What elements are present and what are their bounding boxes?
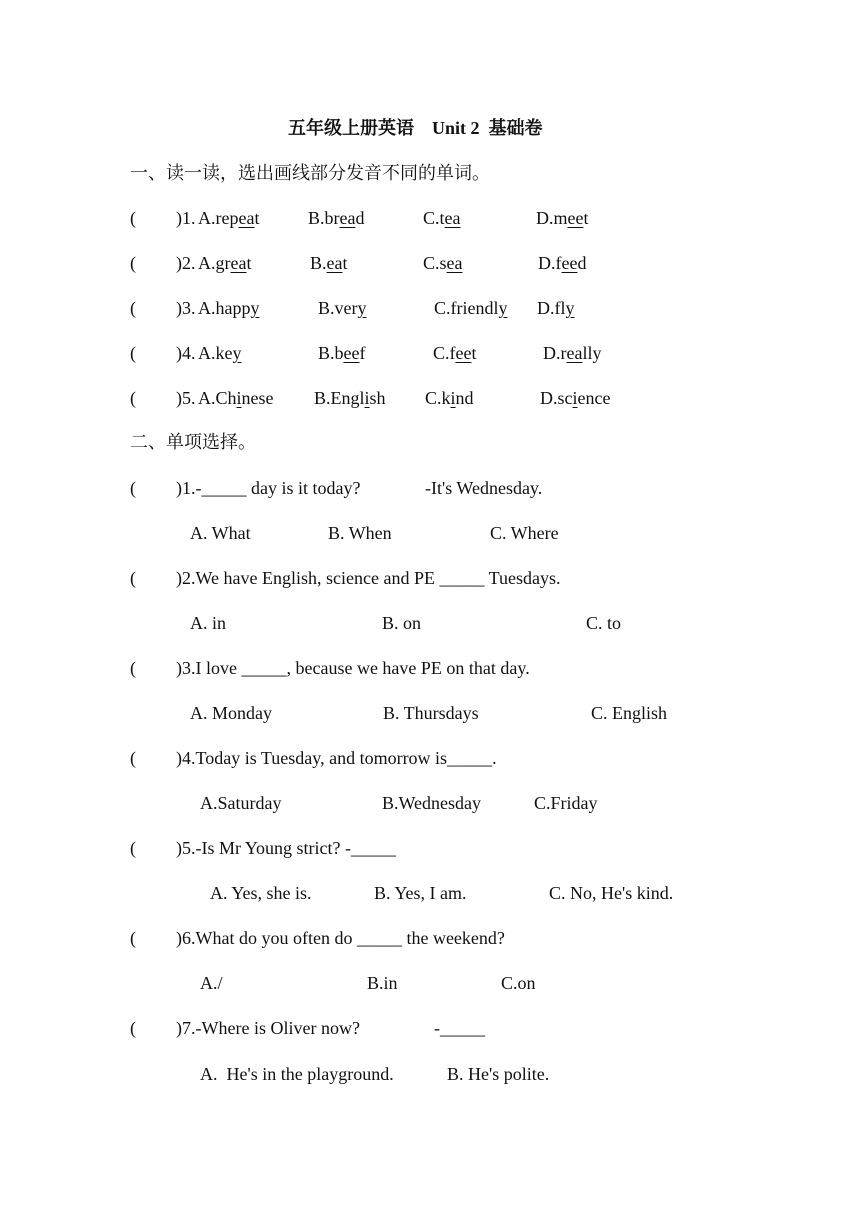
question-number: )3. xyxy=(176,298,196,318)
choice-option: B. When xyxy=(328,523,392,543)
choice-option: B. Yes, I am. xyxy=(374,883,467,903)
answer-paren: ( xyxy=(130,568,136,588)
option-d: D.meet xyxy=(536,208,589,228)
choice-option: A. Monday xyxy=(190,703,272,723)
choice-option: A. in xyxy=(190,613,226,633)
answer-paren: ( xyxy=(130,343,136,363)
option-d: D.fly xyxy=(537,298,575,318)
answer-paren: ( xyxy=(130,253,136,273)
choice-option: B. on xyxy=(382,613,422,633)
question-answer-prompt: -It's Wednesday. xyxy=(425,478,543,498)
choice-option: B.Wednesday xyxy=(382,793,482,813)
answer-paren: ( xyxy=(130,838,136,858)
choice-option: A. What xyxy=(190,523,251,543)
option-c: C.kind xyxy=(425,388,474,408)
question-text: )2.We have English, science and PE _____ Tuesdays. xyxy=(176,568,561,588)
option-c: C.tea xyxy=(423,208,461,228)
choice-option: A. He's in the playground. xyxy=(200,1064,394,1084)
option-b: B.very xyxy=(318,298,367,318)
page-title: 五年级上册英语 Unit 2 基础卷 xyxy=(288,118,543,138)
answer-paren: ( xyxy=(130,208,136,228)
option-d: D.really xyxy=(543,343,602,363)
option-b: B.eat xyxy=(310,253,348,273)
option-b: B.bread xyxy=(308,208,365,228)
choice-option: C. English xyxy=(591,703,668,723)
option-c: C.feet xyxy=(433,343,477,363)
answer-paren: ( xyxy=(130,478,136,498)
option-c: C.friendly xyxy=(434,298,508,318)
option-d: D.feed xyxy=(538,253,587,273)
answer-paren: ( xyxy=(130,1018,136,1038)
option-c: C.sea xyxy=(423,253,463,273)
choice-option: B.in xyxy=(367,973,398,993)
question-number: )1. xyxy=(176,208,196,228)
choice-option: A. Yes, she is. xyxy=(210,883,312,903)
question-number: )4. xyxy=(176,343,196,363)
option-a: A.repeat xyxy=(198,208,260,228)
question-text: )7.-Where is Oliver now? xyxy=(176,1018,360,1038)
choice-option: C.Friday xyxy=(534,793,598,813)
option-a: A.Chinese xyxy=(198,388,274,408)
question-text: )1.-_____ day is it today? xyxy=(176,478,361,498)
choice-option: A./ xyxy=(200,973,223,993)
choice-option: C. No, He's kind. xyxy=(549,883,674,903)
answer-paren: ( xyxy=(130,388,136,408)
answer-paren: ( xyxy=(130,928,136,948)
option-a: A.happy xyxy=(198,298,260,318)
option-a: A.key xyxy=(198,343,242,363)
question-text: )5.-Is Mr Young strict? -_____ xyxy=(176,838,396,858)
choice-option: C. to xyxy=(586,613,622,633)
option-d: D.science xyxy=(540,388,611,408)
choice-option: B. He's polite. xyxy=(447,1064,550,1084)
question-text: )4.Today is Tuesday, and tomorrow is_____. xyxy=(176,748,497,768)
answer-paren: ( xyxy=(130,658,136,678)
question-text: )3.I love _____, because we have PE on that day. xyxy=(176,658,530,678)
choice-option: B. Thursdays xyxy=(383,703,479,723)
question-number: )2. xyxy=(176,253,196,273)
section1-heading: 一、读一读，选出画线部分发音不同的单词。 xyxy=(130,163,490,183)
answer-paren: ( xyxy=(130,748,136,768)
answer-paren: ( xyxy=(130,298,136,318)
option-a: A.great xyxy=(198,253,252,273)
option-b: B.beef xyxy=(318,343,366,363)
choice-option: A.Saturday xyxy=(200,793,282,813)
choice-option: C.on xyxy=(501,973,536,993)
question-number: )5. xyxy=(176,388,196,408)
option-b: B.English xyxy=(314,388,386,408)
question-answer-prompt: -_____ xyxy=(434,1018,485,1038)
choice-option: C. Where xyxy=(490,523,559,543)
question-text: )6.What do you often do _____ the weekend? xyxy=(176,928,505,948)
section2-heading: 二、单项选择。 xyxy=(130,432,256,452)
